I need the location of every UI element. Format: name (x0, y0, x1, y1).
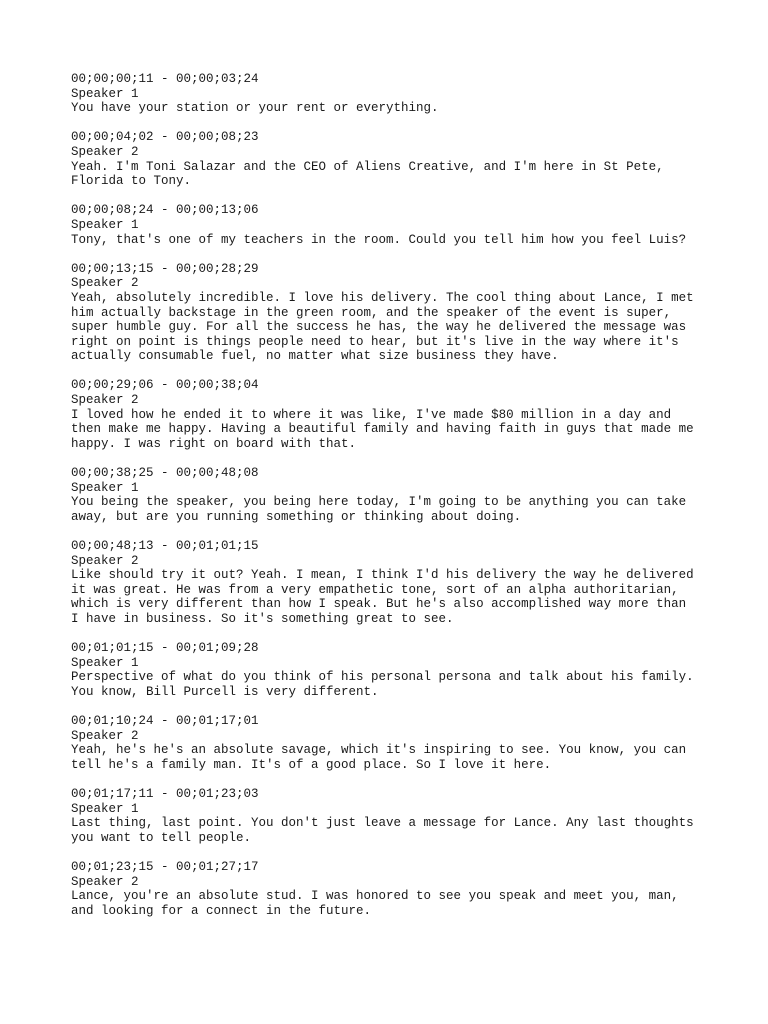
timecode: 00;01;23;15 - 00;01;27;17 (71, 860, 259, 875)
transcript-entry (71, 130, 711, 188)
timecode: 00;00;13;15 - 00;00;28;29 (71, 261, 259, 276)
utterance-line: then make me happy. Having a beautiful family and having faith in guys that made me (71, 422, 694, 437)
utterance-line: you want to tell people. (71, 830, 252, 845)
speaker-label: Speaker 2 (71, 393, 139, 408)
utterance-line: You know, Bill Purcell is very different. (71, 684, 379, 699)
transcript-entry (71, 466, 711, 524)
utterance-line: Lance, you're an absolute stud. I was honored to see you speak and meet you, man, (71, 889, 679, 904)
transcript-page (71, 72, 711, 933)
speaker-label: Speaker 2 (71, 553, 139, 568)
timecode: 00;00;29;06 - 00;00;38;04 (71, 378, 259, 393)
utterance-line: Yeah, he's he's an absolute savage, which it's inspiring to see. You know, you can (71, 743, 687, 758)
transcript-entry (71, 714, 711, 772)
speaker-label: Speaker 1 (71, 801, 139, 816)
transcript-entry (71, 378, 711, 451)
utterance-line: Yeah. I'm Toni Salazar and the CEO of Aliens Creative, and I'm here in St Pete, (71, 159, 664, 174)
speaker-label: Speaker 2 (71, 728, 139, 743)
speaker-label: Speaker 2 (71, 874, 139, 889)
timecode: 00;00;48;13 - 00;01;01;15 (71, 539, 259, 553)
utterance-line: You have your station or your rent or everything. (71, 101, 439, 116)
speaker-label: Speaker 1 (71, 86, 139, 101)
utterance-line: You being the speaker, you being here today, I'm going to be anything you can take (71, 495, 687, 510)
utterance-line: Florida to Tony. (71, 174, 192, 189)
utterance-line: actually consumable fuel, no matter what size business they have. (71, 349, 559, 364)
utterance-line: Last thing, last point. You don't just leave a message for Lance. Any last thoughts (71, 816, 694, 831)
utterance-line: and looking for a connect in the future. (71, 903, 372, 918)
transcript-entry (71, 641, 711, 699)
timecode: 00;00;00;11 - 00;00;03;24 (71, 72, 259, 86)
timecode: 00;01;01;15 - 00;01;09;28 (71, 641, 259, 656)
transcript-entry (71, 860, 711, 918)
utterance-line: Perspective of what do you think of his personal persona and talk about his family. (71, 670, 694, 685)
transcript-entry (71, 539, 711, 627)
utterance-line: Like should try it out? Yeah. I mean, I think I'd his delivery the way he delivered (71, 568, 694, 583)
timecode: 00;00;08;24 - 00;00;13;06 (71, 203, 259, 218)
speaker-label: Speaker 1 (71, 480, 139, 495)
timecode: 00;00;38;25 - 00;00;48;08 (71, 466, 259, 481)
transcript-entry (71, 262, 711, 364)
speaker-label: Speaker 2 (71, 276, 139, 291)
timecode: 00;01;17;11 - 00;01;23;03 (71, 787, 259, 802)
utterance-line: happy. I was right on board with that. (71, 436, 357, 451)
utterance-line: it was great. He was from a very empathetic tone, sort of an alpha authoritarian, (71, 582, 679, 597)
utterance-line: him actually backstage in the green room, and the speaker of the event is super, (71, 305, 672, 320)
speaker-label: Speaker 1 (71, 655, 139, 670)
utterance-line: tell he's a family man. It's of a good place. So I love it here. (71, 757, 552, 772)
timecode: 00;01;10;24 - 00;01;17;01 (71, 714, 259, 729)
utterance-line: I have in business. So it's something great to see. (71, 611, 454, 626)
speaker-label: Speaker 2 (71, 144, 139, 159)
utterance-line: I loved how he ended it to where it was like, I've made $80 million in a day and (71, 407, 672, 422)
utterance-line: away, but are you running something or thinking about doing. (71, 509, 522, 524)
transcript-entry (71, 787, 711, 845)
utterance-line: super humble guy. For all the success he has, the way he delivered the message was (71, 320, 687, 335)
utterance-line: Tony, that's one of my teachers in the room. Could you tell him how you feel Luis? (71, 232, 687, 247)
utterance-line: Yeah, absolutely incredible. I love his delivery. The cool thing about Lance, I met (71, 290, 694, 305)
utterance-line: right on point is things people need to hear, but it's live in the way where it's (71, 334, 679, 349)
transcript-entry (71, 72, 711, 116)
speaker-label: Speaker 1 (71, 217, 139, 232)
utterance-line: which is very different than how I speak. But he's also accomplished way more than (71, 597, 687, 612)
transcript-entry (71, 203, 711, 247)
timecode: 00;00;04;02 - 00;00;08;23 (71, 130, 259, 145)
